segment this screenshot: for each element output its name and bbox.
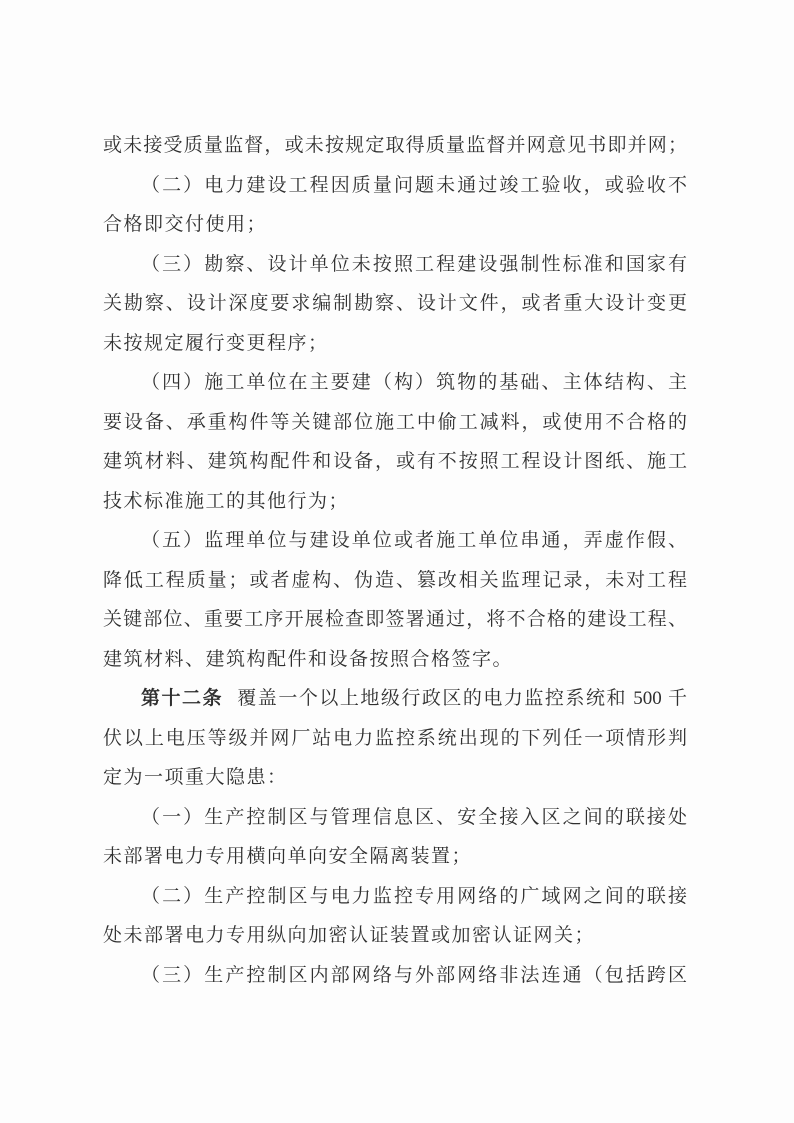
line-text: 伏以上电压等级并网厂站电力监控系统出现的下列任一项情形判 — [103, 727, 687, 749]
line-text: 未按规定履行变更程序； — [103, 332, 329, 354]
text-line — [103, 521, 687, 561]
text-line — [103, 798, 687, 838]
line-text: 定为一项重大隐患： — [103, 767, 288, 788]
line-text: 降低工程质量；或者虚构、伪造、篡改相关监理记录，未对工程 — [103, 569, 687, 591]
paragraph — [103, 877, 687, 956]
text-line — [103, 324, 687, 364]
line-text: 或未接受质量监督，或未按规定取得质量监督并网意见书即并网； — [103, 135, 687, 156]
line-text: 关键部位、重要工序开展检查即签署通过，将不合格的建设工程、 — [103, 609, 687, 630]
line-text: 处未部署电力专用纵向加密认证装置或加密认证网关； — [103, 925, 596, 946]
text-line — [103, 166, 687, 206]
text-line — [103, 245, 687, 285]
document-body — [103, 126, 687, 995]
text-line — [103, 561, 687, 601]
text-line — [103, 640, 687, 680]
paragraph — [103, 245, 687, 364]
text-line — [103, 442, 687, 482]
paragraph — [103, 363, 687, 521]
text-line — [103, 758, 687, 798]
text-line — [103, 916, 687, 956]
text-line — [103, 205, 687, 245]
text-line — [103, 877, 687, 917]
text-line — [103, 837, 687, 877]
text-line — [103, 403, 687, 443]
text-line — [103, 363, 687, 403]
text-line — [103, 284, 687, 324]
text-line — [103, 679, 687, 719]
text-line — [103, 600, 687, 640]
paragraph — [103, 679, 687, 798]
paragraph — [103, 798, 687, 877]
line-text: 未部署电力专用横向单向安全隔离装置； — [103, 846, 473, 867]
text-line — [103, 126, 687, 166]
line-text: （一）生产控制区与管理信息区、安全接入区之间的联接处 — [141, 806, 687, 828]
paragraph — [103, 521, 687, 679]
text-line — [103, 719, 687, 759]
text-line — [103, 956, 687, 996]
line-text: （五）监理单位与建设单位或者施工单位串通，弄虚作假、 — [141, 530, 687, 551]
line-text: 要设备、承重构件等关键部位施工中偷工减料，或使用不合格的 — [103, 411, 687, 433]
paragraph — [103, 126, 687, 166]
paragraph — [103, 166, 687, 245]
line-text: 覆盖一个以上地级行政区的电力监控系统和 500 千 — [237, 688, 687, 709]
line-text: （二）电力建设工程因质量问题未通过竣工验收，或验收不 — [141, 174, 687, 196]
line-text: （二）生产控制区与电力监控专用网络的广域网之间的联接 — [141, 885, 687, 907]
line-text: 技术标准施工的其他行为； — [103, 490, 350, 512]
text-line — [103, 482, 687, 522]
line-text: 关勘察、设计深度要求编制勘察、设计文件，或者重大设计变更 — [103, 293, 687, 314]
line-text: 建筑材料、建筑构配件和设备，或有不按照工程设计图纸、施工 — [103, 451, 687, 472]
line-text: 合格即交付使用； — [103, 214, 268, 235]
line-text: （四）施工单位在主要建（构）筑物的基础、主体结构、主 — [141, 372, 687, 393]
line-text: 建筑材料、建筑构配件和设备按照合格签字。 — [103, 648, 514, 670]
article-number: 第十二条 — [141, 688, 224, 709]
line-text: （三）勘察、设计单位未按照工程建设强制性标准和国家有 — [141, 253, 687, 275]
line-text: （三）生产控制区内部网络与外部网络非法连通（包括跨区 — [141, 964, 687, 986]
paragraph — [103, 956, 687, 996]
